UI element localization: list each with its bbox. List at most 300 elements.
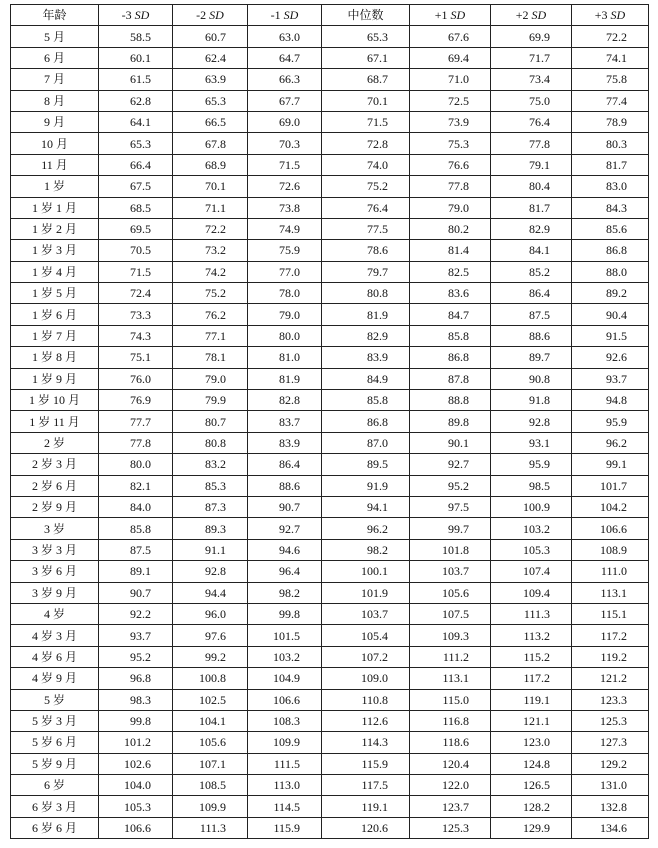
age-cell: 1 岁 1 月 bbox=[11, 197, 99, 218]
table-row bbox=[11, 689, 649, 710]
table-header-row bbox=[11, 5, 649, 26]
minus1sd-cell: 115.9 bbox=[248, 817, 322, 838]
plus1sd-cell: 113.1 bbox=[410, 668, 491, 689]
plus1sd-cell: 95.2 bbox=[410, 475, 491, 496]
minus1sd-cell: 71.5 bbox=[248, 154, 322, 175]
minus3sd-cell: 66.4 bbox=[99, 154, 173, 175]
plus1sd-cell: 77.8 bbox=[410, 176, 491, 197]
median-cell: 68.7 bbox=[322, 69, 410, 90]
median-cell: 77.5 bbox=[322, 218, 410, 239]
age-cell: 4 岁 bbox=[11, 603, 99, 624]
table-row bbox=[11, 432, 649, 453]
minus3sd-cell: 105.3 bbox=[99, 796, 173, 817]
minus2sd-cell: 111.3 bbox=[173, 817, 248, 838]
age-cell: 3 岁 3 月 bbox=[11, 539, 99, 560]
minus1sd-cell: 96.4 bbox=[248, 561, 322, 582]
plus1sd-cell: 103.7 bbox=[410, 561, 491, 582]
plus3sd-cell: 115.1 bbox=[572, 603, 649, 624]
minus2sd-cell: 85.3 bbox=[173, 475, 248, 496]
age-cell: 5 月 bbox=[11, 26, 99, 47]
median-cell: 114.3 bbox=[322, 732, 410, 753]
plus2sd-cell: 71.7 bbox=[491, 47, 572, 68]
plus1sd-cell: 116.8 bbox=[410, 710, 491, 731]
minus2sd-cell: 92.8 bbox=[173, 561, 248, 582]
plus2sd-cell: 86.4 bbox=[491, 283, 572, 304]
plus1sd-cell: 83.6 bbox=[410, 283, 491, 304]
minus3sd-cell: 64.1 bbox=[99, 111, 173, 132]
minus3sd-cell: 67.5 bbox=[99, 176, 173, 197]
minus1sd-cell: 82.8 bbox=[248, 390, 322, 411]
minus1sd-cell: 79.0 bbox=[248, 304, 322, 325]
plus1sd-cell: 118.6 bbox=[410, 732, 491, 753]
age-cell: 4 岁 9 月 bbox=[11, 668, 99, 689]
plus1sd-cell: 115.0 bbox=[410, 689, 491, 710]
minus2sd-cell: 91.1 bbox=[173, 539, 248, 560]
age-cell: 1 岁 6 月 bbox=[11, 304, 99, 325]
table-row bbox=[11, 775, 649, 796]
minus2sd-cell: 71.1 bbox=[173, 197, 248, 218]
minus2sd-cell: 72.2 bbox=[173, 218, 248, 239]
plus2sd-cell: 128.2 bbox=[491, 796, 572, 817]
median-cell: 65.3 bbox=[322, 26, 410, 47]
minus1sd-cell: 86.4 bbox=[248, 454, 322, 475]
median-cell: 82.9 bbox=[322, 325, 410, 346]
plus2sd-cell: 100.9 bbox=[491, 496, 572, 517]
plus2sd-cell: 107.4 bbox=[491, 561, 572, 582]
table-row bbox=[11, 625, 649, 646]
median-cell: 115.9 bbox=[322, 753, 410, 774]
table-row bbox=[11, 133, 649, 154]
table-row bbox=[11, 304, 649, 325]
table-row bbox=[11, 582, 649, 603]
minus3sd-cell: 62.8 bbox=[99, 90, 173, 111]
plus1sd-cell: 79.0 bbox=[410, 197, 491, 218]
age-cell: 1 岁 5 月 bbox=[11, 283, 99, 304]
table-row bbox=[11, 240, 649, 261]
plus3sd-cell: 92.6 bbox=[572, 347, 649, 368]
plus2sd-cell: 76.4 bbox=[491, 111, 572, 132]
minus2sd-cell: 73.2 bbox=[173, 240, 248, 261]
table-row bbox=[11, 411, 649, 432]
plus3sd-cell: 86.8 bbox=[572, 240, 649, 261]
minus1sd-cell: 77.0 bbox=[248, 261, 322, 282]
minus1sd-cell: 99.8 bbox=[248, 603, 322, 624]
plus2sd-cell: 80.4 bbox=[491, 176, 572, 197]
plus3sd-cell: 91.5 bbox=[572, 325, 649, 346]
minus3sd-cell: 99.8 bbox=[99, 710, 173, 731]
age-cell: 9 月 bbox=[11, 111, 99, 132]
plus3sd-cell: 132.8 bbox=[572, 796, 649, 817]
minus3sd-cell: 104.0 bbox=[99, 775, 173, 796]
median-cell: 94.1 bbox=[322, 496, 410, 517]
minus2sd-cell: 97.6 bbox=[173, 625, 248, 646]
header-minus3sd: -3 SD bbox=[99, 5, 173, 26]
plus3sd-cell: 125.3 bbox=[572, 710, 649, 731]
age-cell: 2 岁 6 月 bbox=[11, 475, 99, 496]
header-age: 年龄 bbox=[11, 5, 99, 26]
plus3sd-cell: 75.8 bbox=[572, 69, 649, 90]
age-cell: 6 岁 bbox=[11, 775, 99, 796]
plus2sd-cell: 121.1 bbox=[491, 710, 572, 731]
minus3sd-cell: 101.2 bbox=[99, 732, 173, 753]
plus1sd-cell: 71.0 bbox=[410, 69, 491, 90]
age-cell: 2 岁 9 月 bbox=[11, 496, 99, 517]
minus2sd-cell: 74.2 bbox=[173, 261, 248, 282]
table-row bbox=[11, 732, 649, 753]
table-row bbox=[11, 561, 649, 582]
plus2sd-cell: 84.1 bbox=[491, 240, 572, 261]
age-cell: 3 岁 bbox=[11, 518, 99, 539]
minus1sd-cell: 81.9 bbox=[248, 368, 322, 389]
minus2sd-cell: 79.9 bbox=[173, 390, 248, 411]
plus3sd-cell: 88.0 bbox=[572, 261, 649, 282]
minus1sd-cell: 104.9 bbox=[248, 668, 322, 689]
table-row bbox=[11, 218, 649, 239]
median-cell: 105.4 bbox=[322, 625, 410, 646]
plus2sd-cell: 115.2 bbox=[491, 646, 572, 667]
plus1sd-cell: 99.7 bbox=[410, 518, 491, 539]
plus2sd-cell: 109.4 bbox=[491, 582, 572, 603]
plus1sd-cell: 73.9 bbox=[410, 111, 491, 132]
table-row bbox=[11, 518, 649, 539]
minus1sd-cell: 78.0 bbox=[248, 283, 322, 304]
minus3sd-cell: 71.5 bbox=[99, 261, 173, 282]
median-cell: 75.2 bbox=[322, 176, 410, 197]
plus1sd-cell: 67.6 bbox=[410, 26, 491, 47]
plus2sd-cell: 111.3 bbox=[491, 603, 572, 624]
median-cell: 85.8 bbox=[322, 390, 410, 411]
plus1sd-cell: 123.7 bbox=[410, 796, 491, 817]
age-cell: 5 岁 3 月 bbox=[11, 710, 99, 731]
plus1sd-cell: 81.4 bbox=[410, 240, 491, 261]
median-cell: 81.9 bbox=[322, 304, 410, 325]
minus3sd-cell: 76.0 bbox=[99, 368, 173, 389]
plus1sd-cell: 87.8 bbox=[410, 368, 491, 389]
age-cell: 5 岁 9 月 bbox=[11, 753, 99, 774]
plus2sd-cell: 87.5 bbox=[491, 304, 572, 325]
median-cell: 89.5 bbox=[322, 454, 410, 475]
plus3sd-cell: 99.1 bbox=[572, 454, 649, 475]
age-cell: 1 岁 3 月 bbox=[11, 240, 99, 261]
age-cell: 6 岁 3 月 bbox=[11, 796, 99, 817]
growth-standard-table bbox=[10, 4, 649, 839]
minus3sd-cell: 60.1 bbox=[99, 47, 173, 68]
plus2sd-cell: 88.6 bbox=[491, 325, 572, 346]
age-cell: 7 月 bbox=[11, 69, 99, 90]
plus2sd-cell: 93.1 bbox=[491, 432, 572, 453]
median-cell: 71.5 bbox=[322, 111, 410, 132]
minus3sd-cell: 74.3 bbox=[99, 325, 173, 346]
table-row bbox=[11, 69, 649, 90]
plus1sd-cell: 92.7 bbox=[410, 454, 491, 475]
age-cell: 1 岁 bbox=[11, 176, 99, 197]
plus3sd-cell: 113.1 bbox=[572, 582, 649, 603]
plus1sd-cell: 86.8 bbox=[410, 347, 491, 368]
table-row bbox=[11, 197, 649, 218]
table-row bbox=[11, 111, 649, 132]
plus2sd-cell: 89.7 bbox=[491, 347, 572, 368]
plus1sd-cell: 85.8 bbox=[410, 325, 491, 346]
minus1sd-cell: 83.9 bbox=[248, 432, 322, 453]
table-row bbox=[11, 496, 649, 517]
minus1sd-cell: 103.2 bbox=[248, 646, 322, 667]
plus3sd-cell: 83.0 bbox=[572, 176, 649, 197]
plus1sd-cell: 69.4 bbox=[410, 47, 491, 68]
minus2sd-cell: 63.9 bbox=[173, 69, 248, 90]
median-cell: 91.9 bbox=[322, 475, 410, 496]
minus1sd-cell: 114.5 bbox=[248, 796, 322, 817]
plus3sd-cell: 84.3 bbox=[572, 197, 649, 218]
age-cell: 3 岁 6 月 bbox=[11, 561, 99, 582]
table-row bbox=[11, 454, 649, 475]
table-row bbox=[11, 603, 649, 624]
plus1sd-cell: 97.5 bbox=[410, 496, 491, 517]
plus3sd-cell: 74.1 bbox=[572, 47, 649, 68]
table-row bbox=[11, 47, 649, 68]
minus3sd-cell: 72.4 bbox=[99, 283, 173, 304]
minus3sd-cell: 80.0 bbox=[99, 454, 173, 475]
plus2sd-cell: 92.8 bbox=[491, 411, 572, 432]
minus1sd-cell: 98.2 bbox=[248, 582, 322, 603]
table-row bbox=[11, 817, 649, 838]
median-cell: 109.0 bbox=[322, 668, 410, 689]
age-cell: 11 月 bbox=[11, 154, 99, 175]
plus2sd-cell: 90.8 bbox=[491, 368, 572, 389]
plus3sd-cell: 89.2 bbox=[572, 283, 649, 304]
minus1sd-cell: 73.8 bbox=[248, 197, 322, 218]
minus1sd-cell: 108.3 bbox=[248, 710, 322, 731]
minus3sd-cell: 58.5 bbox=[99, 26, 173, 47]
median-cell: 83.9 bbox=[322, 347, 410, 368]
median-cell: 107.2 bbox=[322, 646, 410, 667]
minus3sd-cell: 70.5 bbox=[99, 240, 173, 261]
plus3sd-cell: 104.2 bbox=[572, 496, 649, 517]
plus1sd-cell: 105.6 bbox=[410, 582, 491, 603]
minus2sd-cell: 65.3 bbox=[173, 90, 248, 111]
median-cell: 79.7 bbox=[322, 261, 410, 282]
median-cell: 74.0 bbox=[322, 154, 410, 175]
median-cell: 72.8 bbox=[322, 133, 410, 154]
plus2sd-cell: 95.9 bbox=[491, 454, 572, 475]
plus3sd-cell: 108.9 bbox=[572, 539, 649, 560]
table-row bbox=[11, 176, 649, 197]
minus2sd-cell: 68.9 bbox=[173, 154, 248, 175]
plus2sd-cell: 98.5 bbox=[491, 475, 572, 496]
table-row bbox=[11, 753, 649, 774]
plus3sd-cell: 93.7 bbox=[572, 368, 649, 389]
plus1sd-cell: 120.4 bbox=[410, 753, 491, 774]
minus2sd-cell: 105.6 bbox=[173, 732, 248, 753]
age-cell: 2 岁 bbox=[11, 432, 99, 453]
table-row bbox=[11, 347, 649, 368]
age-cell: 5 岁 6 月 bbox=[11, 732, 99, 753]
minus2sd-cell: 79.0 bbox=[173, 368, 248, 389]
table-row bbox=[11, 646, 649, 667]
minus2sd-cell: 60.7 bbox=[173, 26, 248, 47]
plus1sd-cell: 90.1 bbox=[410, 432, 491, 453]
age-cell: 8 月 bbox=[11, 90, 99, 111]
age-cell: 10 月 bbox=[11, 133, 99, 154]
plus2sd-cell: 117.2 bbox=[491, 668, 572, 689]
minus1sd-cell: 81.0 bbox=[248, 347, 322, 368]
minus1sd-cell: 113.0 bbox=[248, 775, 322, 796]
plus3sd-cell: 129.2 bbox=[572, 753, 649, 774]
minus2sd-cell: 67.8 bbox=[173, 133, 248, 154]
minus2sd-cell: 108.5 bbox=[173, 775, 248, 796]
header-plus2sd: +2 SD bbox=[491, 5, 572, 26]
table-row bbox=[11, 368, 649, 389]
minus1sd-cell: 111.5 bbox=[248, 753, 322, 774]
plus3sd-cell: 117.2 bbox=[572, 625, 649, 646]
minus3sd-cell: 73.3 bbox=[99, 304, 173, 325]
minus3sd-cell: 75.1 bbox=[99, 347, 173, 368]
plus3sd-cell: 80.3 bbox=[572, 133, 649, 154]
plus2sd-cell: 123.0 bbox=[491, 732, 572, 753]
median-cell: 76.4 bbox=[322, 197, 410, 218]
plus3sd-cell: 94.8 bbox=[572, 390, 649, 411]
minus1sd-cell: 67.7 bbox=[248, 90, 322, 111]
plus1sd-cell: 122.0 bbox=[410, 775, 491, 796]
plus1sd-cell: 125.3 bbox=[410, 817, 491, 838]
minus2sd-cell: 66.5 bbox=[173, 111, 248, 132]
plus3sd-cell: 131.0 bbox=[572, 775, 649, 796]
minus2sd-cell: 70.1 bbox=[173, 176, 248, 197]
median-cell: 67.1 bbox=[322, 47, 410, 68]
minus2sd-cell: 87.3 bbox=[173, 496, 248, 517]
minus3sd-cell: 84.0 bbox=[99, 496, 173, 517]
minus3sd-cell: 82.1 bbox=[99, 475, 173, 496]
minus2sd-cell: 100.8 bbox=[173, 668, 248, 689]
plus2sd-cell: 69.9 bbox=[491, 26, 572, 47]
median-cell: 87.0 bbox=[322, 432, 410, 453]
minus3sd-cell: 77.8 bbox=[99, 432, 173, 453]
plus2sd-cell: 75.0 bbox=[491, 90, 572, 111]
plus1sd-cell: 111.2 bbox=[410, 646, 491, 667]
header-minus2sd: -2 SD bbox=[173, 5, 248, 26]
minus3sd-cell: 96.8 bbox=[99, 668, 173, 689]
plus2sd-cell: 82.9 bbox=[491, 218, 572, 239]
minus2sd-cell: 62.4 bbox=[173, 47, 248, 68]
minus3sd-cell: 95.2 bbox=[99, 646, 173, 667]
plus1sd-cell: 82.5 bbox=[410, 261, 491, 282]
age-cell: 1 岁 4 月 bbox=[11, 261, 99, 282]
plus2sd-cell: 105.3 bbox=[491, 539, 572, 560]
plus3sd-cell: 119.2 bbox=[572, 646, 649, 667]
age-cell: 5 岁 bbox=[11, 689, 99, 710]
minus2sd-cell: 102.5 bbox=[173, 689, 248, 710]
minus3sd-cell: 76.9 bbox=[99, 390, 173, 411]
table-row bbox=[11, 283, 649, 304]
minus2sd-cell: 99.2 bbox=[173, 646, 248, 667]
plus2sd-cell: 113.2 bbox=[491, 625, 572, 646]
age-cell: 3 岁 9 月 bbox=[11, 582, 99, 603]
age-cell: 1 岁 11 月 bbox=[11, 411, 99, 432]
plus3sd-cell: 81.7 bbox=[572, 154, 649, 175]
plus1sd-cell: 109.3 bbox=[410, 625, 491, 646]
minus3sd-cell: 92.2 bbox=[99, 603, 173, 624]
minus3sd-cell: 98.3 bbox=[99, 689, 173, 710]
plus3sd-cell: 90.4 bbox=[572, 304, 649, 325]
age-cell: 1 岁 8 月 bbox=[11, 347, 99, 368]
minus2sd-cell: 76.2 bbox=[173, 304, 248, 325]
minus3sd-cell: 77.7 bbox=[99, 411, 173, 432]
median-cell: 120.6 bbox=[322, 817, 410, 838]
plus2sd-cell: 73.4 bbox=[491, 69, 572, 90]
table-row bbox=[11, 90, 649, 111]
median-cell: 96.2 bbox=[322, 518, 410, 539]
plus2sd-cell: 85.2 bbox=[491, 261, 572, 282]
minus3sd-cell: 87.5 bbox=[99, 539, 173, 560]
plus2sd-cell: 81.7 bbox=[491, 197, 572, 218]
median-cell: 119.1 bbox=[322, 796, 410, 817]
minus2sd-cell: 104.1 bbox=[173, 710, 248, 731]
minus1sd-cell: 75.9 bbox=[248, 240, 322, 261]
minus1sd-cell: 109.9 bbox=[248, 732, 322, 753]
plus3sd-cell: 134.6 bbox=[572, 817, 649, 838]
minus1sd-cell: 101.5 bbox=[248, 625, 322, 646]
age-cell: 1 岁 10 月 bbox=[11, 390, 99, 411]
median-cell: 101.9 bbox=[322, 582, 410, 603]
plus1sd-cell: 101.8 bbox=[410, 539, 491, 560]
table-row bbox=[11, 539, 649, 560]
median-cell: 78.6 bbox=[322, 240, 410, 261]
plus3sd-cell: 78.9 bbox=[572, 111, 649, 132]
plus1sd-cell: 75.3 bbox=[410, 133, 491, 154]
age-cell: 1 岁 7 月 bbox=[11, 325, 99, 346]
minus1sd-cell: 74.9 bbox=[248, 218, 322, 239]
plus2sd-cell: 103.2 bbox=[491, 518, 572, 539]
minus1sd-cell: 94.6 bbox=[248, 539, 322, 560]
table-row bbox=[11, 390, 649, 411]
table-row bbox=[11, 26, 649, 47]
minus1sd-cell: 92.7 bbox=[248, 518, 322, 539]
median-cell: 98.2 bbox=[322, 539, 410, 560]
plus2sd-cell: 126.5 bbox=[491, 775, 572, 796]
plus3sd-cell: 85.6 bbox=[572, 218, 649, 239]
minus1sd-cell: 90.7 bbox=[248, 496, 322, 517]
plus3sd-cell: 101.7 bbox=[572, 475, 649, 496]
table-body bbox=[11, 26, 649, 839]
minus1sd-cell: 72.6 bbox=[248, 176, 322, 197]
median-cell: 117.5 bbox=[322, 775, 410, 796]
age-cell: 1 岁 9 月 bbox=[11, 368, 99, 389]
table-row bbox=[11, 325, 649, 346]
minus3sd-cell: 61.5 bbox=[99, 69, 173, 90]
minus2sd-cell: 83.2 bbox=[173, 454, 248, 475]
plus3sd-cell: 106.6 bbox=[572, 518, 649, 539]
minus3sd-cell: 89.1 bbox=[99, 561, 173, 582]
minus3sd-cell: 102.6 bbox=[99, 753, 173, 774]
table-row bbox=[11, 796, 649, 817]
minus2sd-cell: 89.3 bbox=[173, 518, 248, 539]
minus2sd-cell: 77.1 bbox=[173, 325, 248, 346]
plus2sd-cell: 91.8 bbox=[491, 390, 572, 411]
table-row bbox=[11, 668, 649, 689]
plus1sd-cell: 80.2 bbox=[410, 218, 491, 239]
plus3sd-cell: 127.3 bbox=[572, 732, 649, 753]
minus2sd-cell: 80.7 bbox=[173, 411, 248, 432]
age-cell: 1 岁 2 月 bbox=[11, 218, 99, 239]
minus2sd-cell: 109.9 bbox=[173, 796, 248, 817]
minus2sd-cell: 107.1 bbox=[173, 753, 248, 774]
median-cell: 70.1 bbox=[322, 90, 410, 111]
plus1sd-cell: 89.8 bbox=[410, 411, 491, 432]
minus1sd-cell: 69.0 bbox=[248, 111, 322, 132]
plus2sd-cell: 119.1 bbox=[491, 689, 572, 710]
minus2sd-cell: 78.1 bbox=[173, 347, 248, 368]
plus1sd-cell: 88.8 bbox=[410, 390, 491, 411]
age-cell: 6 岁 6 月 bbox=[11, 817, 99, 838]
